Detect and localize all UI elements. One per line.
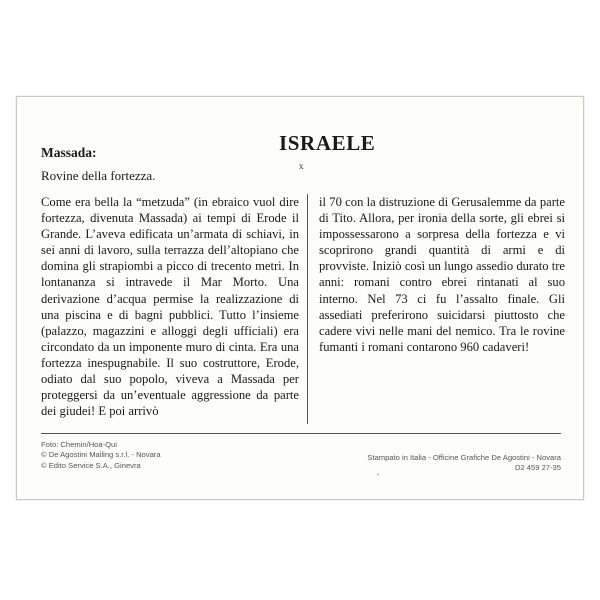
location-heading: Massada: — [41, 145, 97, 160]
photo-credits — [41, 440, 161, 471]
credit-line: © Edito Service S.A., Ginevra — [41, 460, 141, 470]
location-subtitle: Rovine della fortezza. — [41, 168, 156, 183]
footer-divider — [41, 433, 561, 434]
text-column-left: Come era bella la “metzuda” (in ebraico vuol dire fortezza, divenuta Massada) ai tempi di Erode il Grande. L’aveva edificata un’armata di schiavi, in sei anni di lavoro, sulla terrazza dell’altopiano che domina gli strapiombi a picco di trecento metri. In lontananza si intravede il Mar Morto. Una derivazione d’acqua permise la realizzazione di una piscina e di bagni pubblici. Tutto l’insieme (palazzo, magazzini e alloggi degli ufficiali) era circondato da un imponente muro di cinta. Era una fortezza inespugnabile. Il suo costruttore, Erode, odiato dal suo popolo, viveva a Massada per proteggersi da un’eventuale aggressione da parte dei giudei! E poi arrivò — [41, 195, 299, 419]
printer-info — [367, 453, 561, 474]
text-column-right: il 70 con la distruzione di Gerusalemme da parte di Tito. Allora, per ironia della sorte, gli ebrei si impossessarono a sorpresa della fortezza e vi scoprirono grandi quantità di armi e di provviste. Iniziò così un lungo assedio durato tre anni: romani contro ebrei rintanati al suo interno. Nel 73 ci fu l’assalto finale. Gli assediati preferirono suicidarsi piuttosto che cadere vivi nelle mani del nemico. Tra le rovine fumanti i romani contarono 960 cadaveri! — [319, 195, 565, 354]
printer-line: Stampato in Italia - Officine Grafiche De Agostini - Novara — [367, 453, 561, 462]
card-title: ISRAELE — [279, 131, 376, 155]
card-mark: x — [299, 161, 304, 171]
ink-smudge: • — [377, 471, 380, 479]
credit-line: Foto: Chemin/Hoa-Qui — [41, 440, 117, 449]
postcard-back — [16, 96, 584, 500]
credit-line: © De Agostini Mailing s.r.l. - Novara — [41, 450, 161, 460]
column-divider — [307, 194, 308, 424]
product-code: D2 459 27-35 — [514, 463, 561, 473]
